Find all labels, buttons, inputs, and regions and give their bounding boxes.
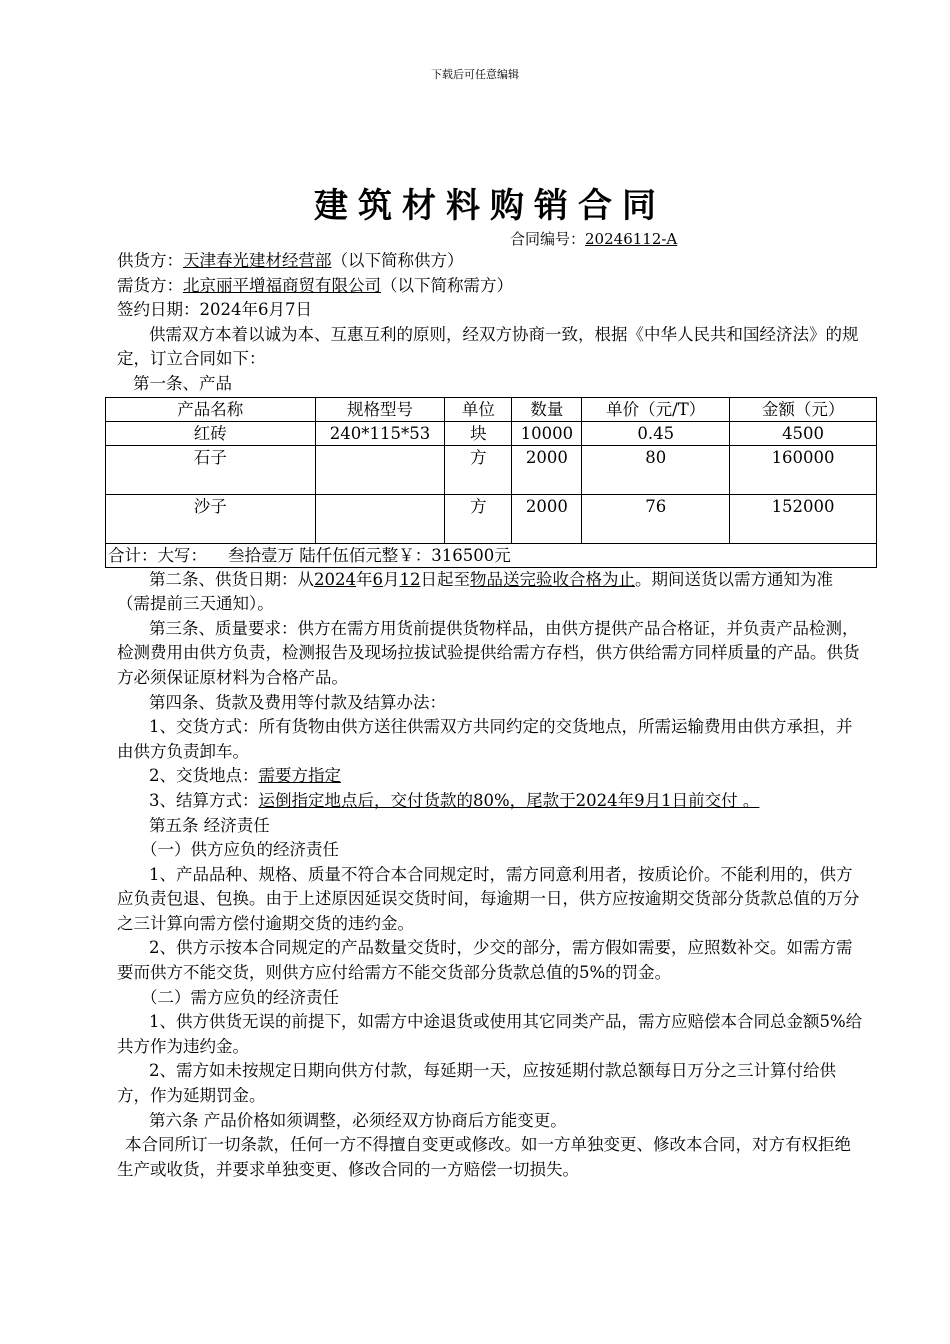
table-total: 合计：大写： 叁拾壹万 陆仟伍佰元整￥：316500元 xyxy=(106,543,877,567)
article-5-section-2: （二）需方应负的经济责任 xyxy=(141,987,339,1007)
table-cell: 4500 xyxy=(730,421,877,445)
table-row xyxy=(106,445,877,494)
table-cell: 2000 xyxy=(512,494,582,543)
table-cell: 160000 xyxy=(730,445,877,494)
table-cell: 石子 xyxy=(106,445,316,494)
table-cell: 240*115*53 xyxy=(315,421,445,445)
intro-paragraph: 供需双方本着以诚为本、互惠互利的原则，经双方协商一致，根据《中华人民共和国经济法》的规定，订立合同如下： xyxy=(117,324,859,369)
article-5-2-item-2: 2、需方如未按规定日期向供方付款，每延期一天，应按延期付款总额每日万分之三计算付给供方，作为延期罚金。 xyxy=(117,1061,836,1106)
table-cell: 沙子 xyxy=(106,494,316,543)
article-1-heading: 第一条、产品 xyxy=(133,373,232,393)
table-cell: 152000 xyxy=(730,494,877,543)
table-cell: 块 xyxy=(445,421,512,445)
table-cell: 方 xyxy=(445,494,512,543)
table-cell: 76 xyxy=(582,494,730,543)
article-5-heading: 第五条 经济责任 xyxy=(149,815,270,835)
sign-date: 签约日期：2024年6月7日 xyxy=(117,300,312,320)
supplier-line: 供货方：天津春光建材经营部（以下简称供方） xyxy=(117,251,464,270)
buyer-name: 北京丽平增福商贸有限公司 xyxy=(183,275,381,295)
article-3: 第三条、质量要求：供方在需方用货前提供货物样品，由供方提供产品合格证，并负责产品检测，检测费用由供方负责，检测报告及现场拉拔试验提供给需方存档，供方供给需方同样质量的产品。供货方必须保证原材料为合格产品。 xyxy=(117,618,860,687)
closing-paragraph: 本合同所订一切条款，任何一方不得擅自变更或修改。如一方单独变更、修改本合同，对方有权拒绝生产或收货，并要求单独变更、修改合同的一方赔偿一切损失。 xyxy=(117,1135,851,1179)
article-4-item-1: 1、交货方式：所有货物由供方送往供需双方共同约定的交货地点，所需运输费用由供方承担，并由供方负责卸车。 xyxy=(117,717,853,761)
table-header-cell: 金额（元） xyxy=(730,397,877,421)
table-cell: 2000 xyxy=(512,445,582,494)
contract-number-value: 20246112-A xyxy=(585,230,678,248)
article-4-heading: 第四条、货款及费用等付款及结算办法： xyxy=(149,692,446,712)
table-total-row xyxy=(106,543,877,567)
table-header-cell: 单位 xyxy=(445,397,512,421)
article-5-1-item-1: 1、产品品种、规格、质量不符合本合同规定时，需方同意利用者，按质论价。不能利用的，供方应负责包退、包换。由于上述原因延误交货时间，每逾期一日，供方应按逾期交货部分货款总值的万分之三计算向需方偿付逾期交货的违约金。 xyxy=(117,864,860,933)
contract-number-label: 合同编号： xyxy=(510,230,586,248)
contract-number xyxy=(510,228,677,249)
table-header-row xyxy=(106,397,877,421)
product-table xyxy=(105,397,877,568)
table-cell: 方 xyxy=(445,445,512,494)
table-header-cell: 规格型号 xyxy=(315,397,445,421)
table-cell: 80 xyxy=(582,445,730,494)
article-4-item-3: 3、结算方式：运倒指定地点后，交付货款的80%，尾款于2024年9月1日前交付 。 xyxy=(149,790,760,810)
article-5-1-item-2: 2、供方示按本合同规定的产品数量交货时，少交的部分，需方假如需要，应照数补交。如需方需要而供方不能交货，则供方应付给需方不能交货部分货款总值的5%的罚金。 xyxy=(117,938,853,983)
page-header-note: 下载后可任意编辑 xyxy=(431,68,519,81)
article-5-section-1: （一）供方应负的经济责任 xyxy=(141,840,339,860)
table-header-cell: 产品名称 xyxy=(106,397,316,421)
table-cell xyxy=(315,494,445,543)
table-row xyxy=(106,494,877,543)
table-cell xyxy=(315,445,445,494)
table-row xyxy=(106,421,877,445)
table-cell: 10000 xyxy=(512,421,582,445)
table-header-cell: 数量 xyxy=(512,397,582,421)
article-5-2-item-1: 1、供方供货无误的前提下，如需方中途退货或使用其它同类产品，需方应赔偿本合同总金额5%给共方作为违约金。 xyxy=(117,1012,863,1056)
supplier-name: 天津春光建材经营部 xyxy=(183,251,332,270)
contract-body xyxy=(108,249,865,1182)
buyer-line: 需货方：北京丽平增福商贸有限公司（以下简称需方） xyxy=(117,275,513,295)
table-cell: 0.45 xyxy=(582,421,730,445)
table-cell: 红砖 xyxy=(106,421,316,445)
table-header-cell: 单价（元/T） xyxy=(582,397,730,421)
article-2: 第二条、供货日期：从2024年6月12日起至物品送完验收合格为止。期间送货以需方通知为准（需提前三天通知）。 xyxy=(117,569,833,614)
article-6: 第六条 产品价格如须调整，必须经双方协商后方能变更。 xyxy=(149,1110,567,1130)
article-4-item-2: 2、交货地点：需要方指定 xyxy=(149,766,341,786)
contract-title: 建筑材料购销合同 xyxy=(314,186,666,226)
